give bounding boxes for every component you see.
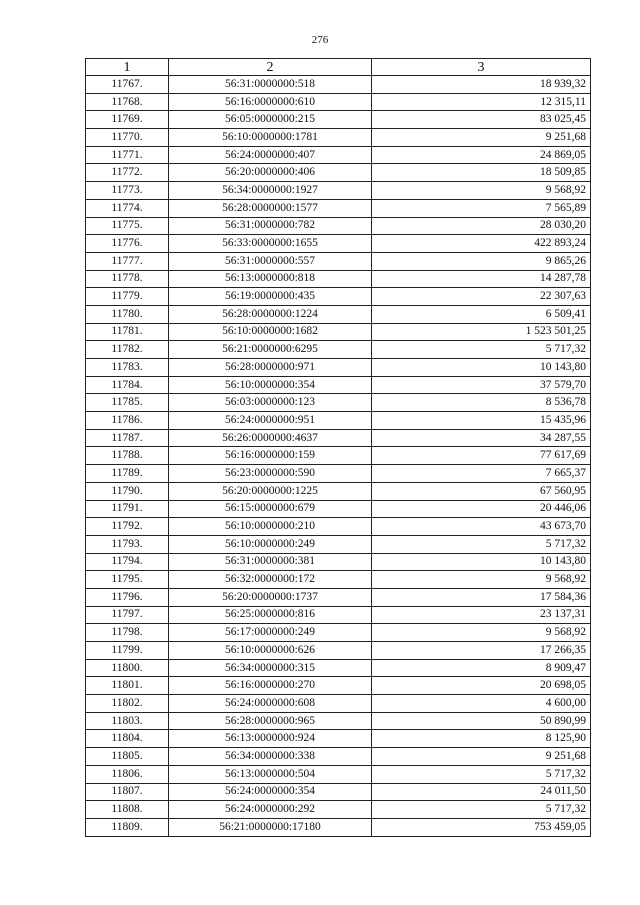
table-row xyxy=(86,553,591,571)
row-number-cell: 11801. xyxy=(86,677,169,695)
value-cell: 67 560,95 xyxy=(372,482,591,500)
table-row xyxy=(86,659,591,677)
row-number-cell: 11769. xyxy=(86,111,169,129)
row-number-cell: 11768. xyxy=(86,93,169,111)
row-number-cell: 11778. xyxy=(86,270,169,288)
value-cell: 753 459,05 xyxy=(372,818,591,836)
row-number-cell: 11793. xyxy=(86,535,169,553)
value-cell: 9 568,92 xyxy=(372,624,591,642)
row-number-cell: 11800. xyxy=(86,659,169,677)
value-cell: 5 717,32 xyxy=(372,341,591,359)
value-cell: 10 143,80 xyxy=(372,359,591,377)
value-cell: 8 536,78 xyxy=(372,394,591,412)
row-number-cell: 11804. xyxy=(86,730,169,748)
value-cell: 15 435,96 xyxy=(372,412,591,430)
cadastral-number-cell: 56:32:0000000:172 xyxy=(169,571,372,589)
cadastral-number-cell: 56:13:0000000:924 xyxy=(169,730,372,748)
value-cell: 9 568,92 xyxy=(372,182,591,200)
cadastral-number-cell: 56:10:0000000:354 xyxy=(169,376,372,394)
row-number-cell: 11807. xyxy=(86,783,169,801)
table-header xyxy=(86,59,591,76)
table-row xyxy=(86,164,591,182)
row-number-cell: 11777. xyxy=(86,252,169,270)
cadastral-number-cell: 56:31:0000000:782 xyxy=(169,217,372,235)
cadastral-number-cell: 56:16:0000000:159 xyxy=(169,447,372,465)
row-number-cell: 11770. xyxy=(86,129,169,147)
value-cell: 14 287,78 xyxy=(372,270,591,288)
cadastral-number-cell: 56:24:0000000:292 xyxy=(169,801,372,819)
table-row xyxy=(86,270,591,288)
cadastral-number-cell: 56:34:0000000:338 xyxy=(169,748,372,766)
table-row xyxy=(86,288,591,306)
table-row xyxy=(86,111,591,129)
cadastral-number-cell: 56:28:0000000:1577 xyxy=(169,199,372,217)
table-row xyxy=(86,571,591,589)
value-cell: 8 909,47 xyxy=(372,659,591,677)
row-number-cell: 11786. xyxy=(86,412,169,430)
row-number-cell: 11789. xyxy=(86,465,169,483)
table-row xyxy=(86,359,591,377)
cadastral-number-cell: 56:24:0000000:608 xyxy=(169,695,372,713)
value-cell: 28 030,20 xyxy=(372,217,591,235)
table-row xyxy=(86,394,591,412)
cadastral-number-cell: 56:31:0000000:518 xyxy=(169,76,372,94)
cadastral-number-cell: 56:21:0000000:17180 xyxy=(169,818,372,836)
value-cell: 20 698,05 xyxy=(372,677,591,695)
page-number: 276 xyxy=(311,34,329,46)
row-number-cell: 11794. xyxy=(86,553,169,571)
table-row xyxy=(86,341,591,359)
table-row xyxy=(86,606,591,624)
table-row xyxy=(86,535,591,553)
table-row xyxy=(86,199,591,217)
cadastral-number-cell: 56:13:0000000:504 xyxy=(169,765,372,783)
row-number-cell: 11802. xyxy=(86,695,169,713)
row-number-cell: 11809. xyxy=(86,818,169,836)
table-row xyxy=(86,217,591,235)
cadastral-number-cell: 56:05:0000000:215 xyxy=(169,111,372,129)
value-cell: 9 568,92 xyxy=(372,571,591,589)
row-number-cell: 11773. xyxy=(86,182,169,200)
value-cell: 5 717,32 xyxy=(372,801,591,819)
value-cell: 20 446,06 xyxy=(372,500,591,518)
value-cell: 9 251,68 xyxy=(372,748,591,766)
value-cell: 6 509,41 xyxy=(372,305,591,323)
row-number-cell: 11792. xyxy=(86,518,169,536)
cadastral-number-cell: 56:23:0000000:590 xyxy=(169,465,372,483)
row-number-cell: 11785. xyxy=(86,394,169,412)
table-row xyxy=(86,129,591,147)
row-number-cell: 11803. xyxy=(86,712,169,730)
row-number-cell: 11771. xyxy=(86,146,169,164)
cadastral-number-cell: 56:16:0000000:270 xyxy=(169,677,372,695)
table-row xyxy=(86,730,591,748)
row-number-cell: 11781. xyxy=(86,323,169,341)
row-number-cell: 11806. xyxy=(86,765,169,783)
cadastral-number-cell: 56:31:0000000:381 xyxy=(169,553,372,571)
value-cell: 18 509,85 xyxy=(372,164,591,182)
table-row xyxy=(86,765,591,783)
cadastral-number-cell: 56:24:0000000:354 xyxy=(169,783,372,801)
cadastral-number-cell: 56:15:0000000:679 xyxy=(169,500,372,518)
cadastral-number-cell: 56:10:0000000:249 xyxy=(169,535,372,553)
cadastral-number-cell: 56:21:0000000:6295 xyxy=(169,341,372,359)
value-cell: 5 717,32 xyxy=(372,535,591,553)
cadastral-number-cell: 56:33:0000000:1655 xyxy=(169,235,372,253)
table-row xyxy=(86,642,591,660)
value-cell: 18 939,32 xyxy=(372,76,591,94)
table-row xyxy=(86,500,591,518)
header-row xyxy=(86,59,591,76)
column-header-3: 3 xyxy=(372,59,591,76)
table-row xyxy=(86,588,591,606)
table-row xyxy=(86,182,591,200)
table-row xyxy=(86,323,591,341)
table-row xyxy=(86,712,591,730)
value-cell: 17 584,36 xyxy=(372,588,591,606)
cadastral-number-cell: 56:20:0000000:406 xyxy=(169,164,372,182)
cadastral-number-cell: 56:26:0000000:4637 xyxy=(169,429,372,447)
table-row xyxy=(86,624,591,642)
table-row xyxy=(86,93,591,111)
row-number-cell: 11795. xyxy=(86,571,169,589)
table-row xyxy=(86,235,591,253)
table-row xyxy=(86,801,591,819)
row-number-cell: 11776. xyxy=(86,235,169,253)
value-cell: 4 600,00 xyxy=(372,695,591,713)
value-cell: 17 266,35 xyxy=(372,642,591,660)
cadastral-number-cell: 56:03:0000000:123 xyxy=(169,394,372,412)
row-number-cell: 11784. xyxy=(86,376,169,394)
table-row xyxy=(86,429,591,447)
value-cell: 10 143,80 xyxy=(372,553,591,571)
row-number-cell: 11772. xyxy=(86,164,169,182)
row-number-cell: 11783. xyxy=(86,359,169,377)
value-cell: 37 579,70 xyxy=(372,376,591,394)
value-cell: 83 025,45 xyxy=(372,111,591,129)
cadastral-number-cell: 56:10:0000000:626 xyxy=(169,642,372,660)
value-cell: 8 125,90 xyxy=(372,730,591,748)
cadastral-number-cell: 56:20:0000000:1225 xyxy=(169,482,372,500)
cadastral-number-cell: 56:10:0000000:1682 xyxy=(169,323,372,341)
cadastral-number-cell: 56:24:0000000:407 xyxy=(169,146,372,164)
cadastral-number-cell: 56:28:0000000:1224 xyxy=(169,305,372,323)
table-row xyxy=(86,146,591,164)
row-number-cell: 11799. xyxy=(86,642,169,660)
value-cell: 34 287,55 xyxy=(372,429,591,447)
cadastral-number-cell: 56:16:0000000:610 xyxy=(169,93,372,111)
table-body xyxy=(86,76,591,837)
table-row xyxy=(86,447,591,465)
table-row xyxy=(86,748,591,766)
value-cell: 77 617,69 xyxy=(372,447,591,465)
cadastral-number-cell: 56:34:0000000:1927 xyxy=(169,182,372,200)
table-row xyxy=(86,783,591,801)
cadastral-number-cell: 56:13:0000000:818 xyxy=(169,270,372,288)
cadastral-number-cell: 56:24:0000000:951 xyxy=(169,412,372,430)
table-row xyxy=(86,818,591,836)
row-number-cell: 11791. xyxy=(86,500,169,518)
table-row xyxy=(86,677,591,695)
row-number-cell: 11787. xyxy=(86,429,169,447)
row-number-cell: 11782. xyxy=(86,341,169,359)
cadastral-number-cell: 56:31:0000000:557 xyxy=(169,252,372,270)
row-number-cell: 11774. xyxy=(86,199,169,217)
row-number-cell: 11805. xyxy=(86,748,169,766)
row-number-cell: 11798. xyxy=(86,624,169,642)
value-cell: 422 893,24 xyxy=(372,235,591,253)
value-cell: 9 251,68 xyxy=(372,129,591,147)
cadastral-number-cell: 56:19:0000000:435 xyxy=(169,288,372,306)
value-cell: 5 717,32 xyxy=(372,765,591,783)
table-row xyxy=(86,305,591,323)
cadastral-number-cell: 56:28:0000000:965 xyxy=(169,712,372,730)
table-row xyxy=(86,76,591,94)
cadastral-number-cell: 56:34:0000000:315 xyxy=(169,659,372,677)
row-number-cell: 11767. xyxy=(86,76,169,94)
value-cell: 24 011,50 xyxy=(372,783,591,801)
value-cell: 23 137,31 xyxy=(372,606,591,624)
value-cell: 24 869,05 xyxy=(372,146,591,164)
row-number-cell: 11790. xyxy=(86,482,169,500)
table-row xyxy=(86,252,591,270)
table-row xyxy=(86,465,591,483)
cadastral-number-cell: 56:28:0000000:971 xyxy=(169,359,372,377)
value-cell: 50 890,99 xyxy=(372,712,591,730)
value-cell: 12 315,11 xyxy=(372,93,591,111)
row-number-cell: 11797. xyxy=(86,606,169,624)
row-number-cell: 11780. xyxy=(86,305,169,323)
value-cell: 22 307,63 xyxy=(372,288,591,306)
data-table xyxy=(85,58,591,837)
value-cell: 7 665,37 xyxy=(372,465,591,483)
cadastral-number-cell: 56:20:0000000:1737 xyxy=(169,588,372,606)
row-number-cell: 11775. xyxy=(86,217,169,235)
row-number-cell: 11796. xyxy=(86,588,169,606)
column-header-1: 1 xyxy=(86,59,169,76)
table-row xyxy=(86,412,591,430)
table-row xyxy=(86,695,591,713)
row-number-cell: 11779. xyxy=(86,288,169,306)
value-cell: 9 865,26 xyxy=(372,252,591,270)
cadastral-number-cell: 56:10:0000000:1781 xyxy=(169,129,372,147)
cadastral-number-cell: 56:25:0000000:816 xyxy=(169,606,372,624)
value-cell: 7 565,89 xyxy=(372,199,591,217)
cadastral-number-cell: 56:17:0000000:249 xyxy=(169,624,372,642)
table-row xyxy=(86,482,591,500)
row-number-cell: 11788. xyxy=(86,447,169,465)
cadastral-number-cell: 56:10:0000000:210 xyxy=(169,518,372,536)
value-cell: 43 673,70 xyxy=(372,518,591,536)
row-number-cell: 11808. xyxy=(86,801,169,819)
table-row xyxy=(86,518,591,536)
table-row xyxy=(86,376,591,394)
column-header-2: 2 xyxy=(169,59,372,76)
value-cell: 1 523 501,25 xyxy=(372,323,591,341)
